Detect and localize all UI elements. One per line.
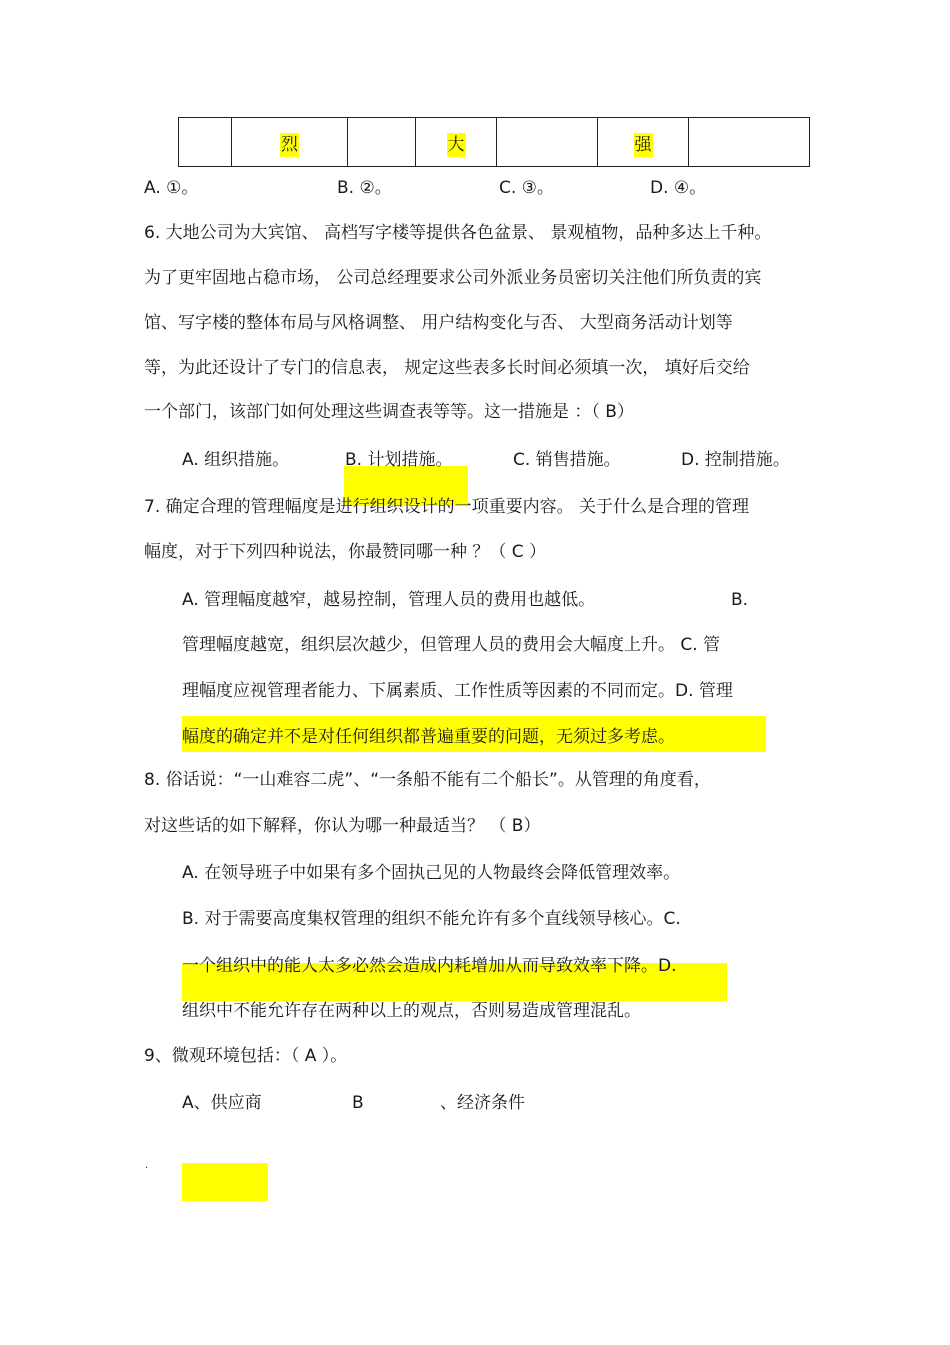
q5-option-a: A. ①。: [144, 178, 199, 198]
q6-line: 馆、写字楼的整体布局与风格调整、 用户结构变化与否、 大型商务活动计划等: [144, 313, 733, 333]
q5-option-d: D. ④。: [650, 178, 707, 198]
q7-option-line: 幅度的确定并不是对任何组织都普遍重要的问题，无须过多考虑。: [182, 727, 675, 747]
table-cell: [689, 118, 810, 167]
q8-option-line: 一个组织中的能人太多必然会造成内耗增加从而导致效率下降。D.: [182, 956, 677, 976]
q6-line: 等，为此还设计了专门的信息表， 规定这些表多长时间必须填一次， 填好后交给: [144, 358, 750, 378]
q6-line: 一个部门，该部门如何处理这些调查表等等。这一措施是 ：（ B）: [144, 402, 634, 422]
highlight-block: [182, 1163, 268, 1201]
q6-option-b: B. 计划措施。: [345, 450, 453, 470]
table-cell-text: 烈: [281, 134, 298, 155]
q9-line: 9、微观环境包括：（ A ）。: [144, 1046, 348, 1066]
q6-option-c: C. 销售措施。: [513, 450, 621, 470]
table-cell: [497, 118, 598, 167]
q9-option-b: B: [352, 1093, 364, 1113]
q8-line: 8. 俗话说：“一山难容二虎”、“一条船不能有二个船长”。从管理的角度看，: [144, 770, 711, 790]
table-cell: [348, 118, 416, 167]
q5-option-c: C. ③。: [499, 178, 554, 198]
q6-option-a: A. 组织措施。: [182, 450, 290, 470]
table-cell: [232, 118, 348, 167]
answer-table: [178, 117, 810, 167]
q8-option-line: B. 对于需要高度集权管理的组织不能允许有多个直线领导核心。C.: [182, 909, 681, 929]
q7-line: 7. 确定合理的管理幅度是进行组织设计的一项重要内容。 关于什么是合理的管理: [144, 497, 750, 517]
footer-dot: .: [145, 1160, 149, 1171]
table-row: [179, 118, 810, 167]
q7-option-line: A. 管理幅度越窄，越易控制，管理人员的费用也越低。: [182, 590, 596, 610]
q6-option-d: D. 控制措施。: [681, 450, 790, 470]
q8-option-line: 组织中不能允许存在两种以上的观点，否则易造成管理混乱。: [182, 1001, 641, 1021]
q8-line: 对这些话的如下解释，你认为哪一种最适当？ （ B）: [144, 816, 541, 836]
table-cell: [179, 118, 232, 167]
q9-option-b-text: 、经济条件: [440, 1093, 525, 1113]
q7-option-line: 管理幅度越宽，组织层次越少，但管理人员的费用会大幅度上升。 C. 管: [182, 635, 721, 655]
q6-line: 6. 大地公司为大宾馆、 高档写字楼等提供各色盆景、 景观植物，品种多达上千种。: [144, 223, 772, 243]
q9-option-a: A、供应商: [182, 1093, 262, 1113]
table-cell: [598, 118, 689, 167]
table-cell-text: 强: [634, 134, 652, 155]
q7-option-line: 理幅度应视管理者能力、下属素质、工作性质等因素的不同而定。D. 管理: [182, 681, 733, 701]
table-cell: [416, 118, 497, 167]
q6-line: 为了更牢固地占稳市场， 公司总经理要求公司外派业务员密切关注他们所负责的宾: [144, 268, 762, 288]
q7-line: 幅度，对于下列四种说法，你最赞同哪一种 ？（ C ）: [144, 542, 547, 562]
q7-option-line: B.: [731, 590, 749, 610]
q8-option-line: A. 在领导班子中如果有多个固执己见的人物最终会降低管理效率。: [182, 863, 681, 883]
q5-option-b: B. ②。: [337, 178, 392, 198]
table-cell-text: 大: [447, 134, 465, 155]
